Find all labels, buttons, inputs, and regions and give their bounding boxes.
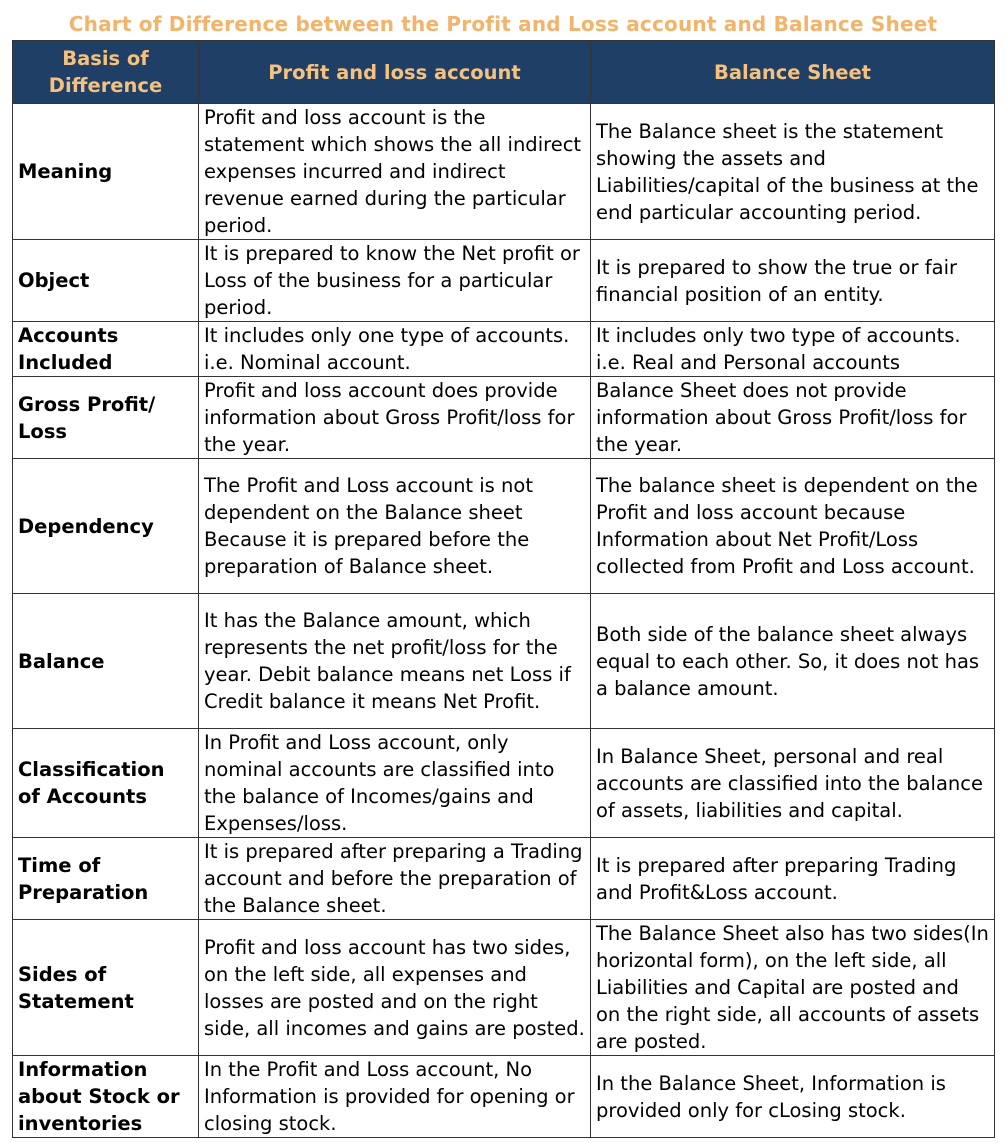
row-profit-loss: Profit and loss account is the statement which shows the all indirect expenses incurred and indirect revenue earned during the particular period.	[199, 104, 591, 240]
row-basis: Object	[13, 240, 199, 322]
row-profit-loss: It includes only one type of accounts. i.e. Nominal account.	[199, 322, 591, 377]
table-row	[13, 377, 995, 459]
row-balance-sheet: In the Balance Sheet, Information is provided only for cLosing stock.	[591, 1056, 995, 1138]
row-profit-loss: It has the Balance amount, which represents the net profit/loss for the year. Debit balance means net Loss if Credit balance it means Net Profit.	[199, 594, 591, 729]
row-basis: Gross Profit/ Loss	[13, 377, 199, 459]
row-balance-sheet: The Balance sheet is the statement showing the assets and Liabilities/capital of the business at the end particular accounting period.	[591, 104, 995, 240]
row-basis: Time of Preparation	[13, 838, 199, 920]
row-profit-loss: In the Profit and Loss account, No Information is provided for opening or closing stock.	[199, 1056, 591, 1138]
row-balance-sheet: The Balance Sheet also has two sides(In horizontal form), on the left side, all Liabilities and Capital are posted and on the right side, all accounts of assets are posted.	[591, 920, 995, 1056]
table-row	[13, 322, 995, 377]
row-basis: Information about Stock or inventories	[13, 1056, 199, 1138]
table-row	[13, 104, 995, 240]
row-profit-loss: It is prepared to know the Net profit or Loss of the business for a particular period.	[199, 240, 591, 322]
row-balance-sheet: The balance sheet is dependent on the Profit and loss account because Information about Net Profit/Loss collected from Profit and Loss account.	[591, 459, 995, 594]
table-row	[13, 240, 995, 322]
row-basis: Dependency	[13, 459, 199, 594]
table-row	[13, 838, 995, 920]
row-balance-sheet: It is prepared to show the true or fair financial position of an entity.	[591, 240, 995, 322]
table-row	[13, 594, 995, 729]
table-row	[13, 729, 995, 838]
header-balance-sheet: Balance Sheet	[591, 41, 995, 104]
header-profit-loss: Profit and loss account	[199, 41, 591, 104]
table-row	[13, 1056, 995, 1138]
row-basis: Sides of Statement	[13, 920, 199, 1056]
table-row	[13, 920, 995, 1056]
page-title: Chart of Difference between the Profit and Loss account and Balance Sheet	[68, 12, 938, 36]
row-profit-loss: In Profit and Loss account, only nominal accounts are classified into the balance of Incomes/gains and Expenses/loss.	[199, 729, 591, 838]
row-basis: Accounts Included	[13, 322, 199, 377]
table-row	[13, 459, 995, 594]
row-profit-loss: The Profit and Loss account is not dependent on the Balance sheet Because it is prepared before the preparation of Balance sheet.	[199, 459, 591, 594]
comparison-table	[12, 40, 995, 1138]
row-balance-sheet: Both side of the balance sheet always equal to each other. So, it does not has a balance amount.	[591, 594, 995, 729]
row-balance-sheet: In Balance Sheet, personal and real accounts are classified into the balance of assets, liabilities and capital.	[591, 729, 995, 838]
header-row	[13, 41, 995, 104]
row-balance-sheet: Balance Sheet does not provide information about Gross Profit/loss for the year.	[591, 377, 995, 459]
row-basis: Meaning	[13, 104, 199, 240]
row-balance-sheet: It includes only two type of accounts. i.e. Real and Personal accounts	[591, 322, 995, 377]
row-profit-loss: Profit and loss account has two sides, on the left side, all expenses and losses are posted and on the right side, all incomes and gains are posted.	[199, 920, 591, 1056]
row-profit-loss: Profit and loss account does provide information about Gross Profit/loss for the year.	[199, 377, 591, 459]
row-profit-loss: It is prepared after preparing a Trading account and before the preparation of the Balance sheet.	[199, 838, 591, 920]
row-basis: Classification of Accounts	[13, 729, 199, 838]
row-balance-sheet: It is prepared after preparing Trading and Profit&Loss account.	[591, 838, 995, 920]
row-basis: Balance	[13, 594, 199, 729]
header-basis: Basis of Difference	[13, 41, 199, 104]
